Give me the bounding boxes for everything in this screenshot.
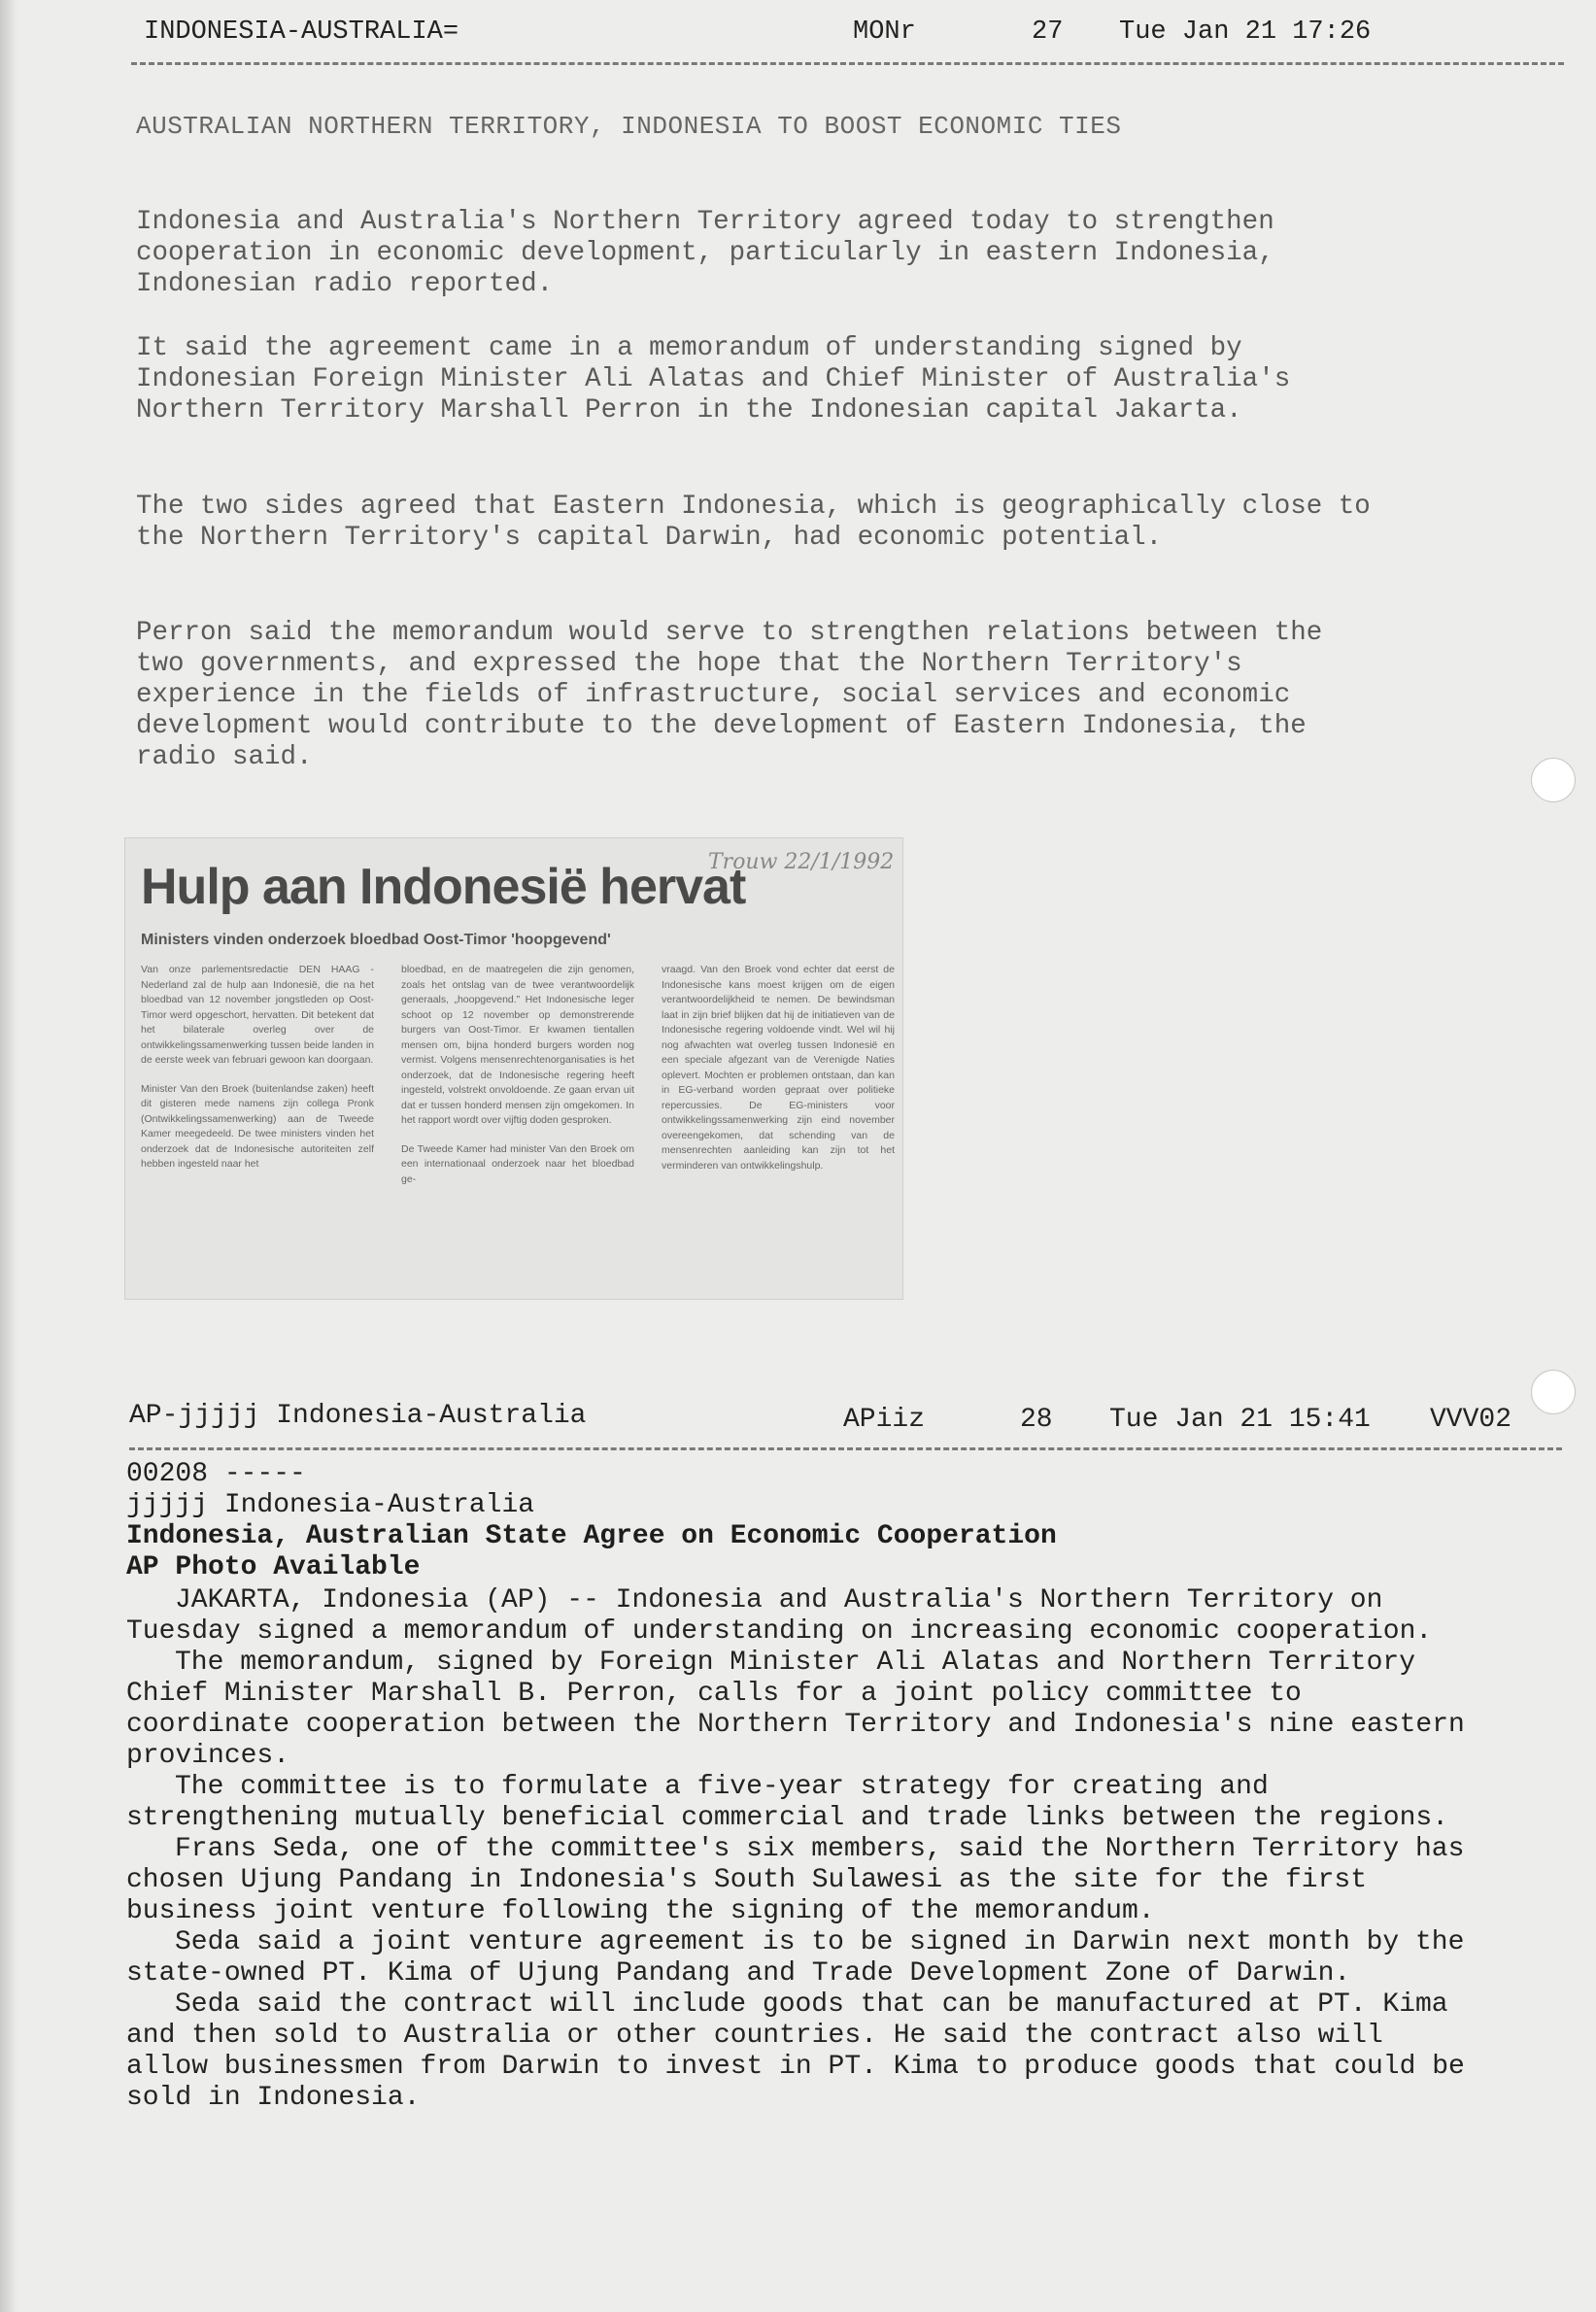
story2-headline: Indonesia, Australian State Agree on Economic Cooperation [126,1521,1057,1551]
header2-wire: APiiz [843,1405,926,1435]
page-edge-shadow [0,0,17,2312]
story1-paragraph: Perron said the memorandum would serve to strengthen relations between the two governments, and expressed the hope that the Northern Territory's experience in the fields of infrastructure, social services and economic development would contribute to the development of Eastern Indonesia, the radio said. [136,618,1323,772]
clipping-column [401,963,634,1201]
header1-slug: INDONESIA-AUSTRALIA= [144,17,459,47]
story2-body [126,1585,1467,2114]
clipping-paragraph: bloedbad, en de maatregelen die zijn genomen, zoals het ontslag van de twee verantwoordelijk generaals, „hoopgevend.” Het Indonesische leger schoot op 12 november op demonstrerende burgers van Oost-Timor. Er kwamen tientallen mensen om, bijna honderd burgers worden nog vermist. Volgens mensenrechtenorganisaties is het onderzoek, dat de Indonesische regering heeft ingesteld, volstrekt onvoldoende. Ze gaan ervan uit dat er tussen honderd mensen zijn omgekomen. In het rapport wordt over vijftig doden gesproken. [401,964,634,1126]
story2-paragraph: The memorandum, signed by Foreign Minister Ali Alatas and Northern Territory Chief Minister Marshall B. Perron, calls for a joint policy committee to coordinate cooperation between the Northern Territory and Indonesia's nine eastern provinces. [126,1648,1465,1771]
header1-wire: MONr [853,17,916,47]
header1-number: 27 [1032,17,1064,47]
punch-hole [1531,1370,1576,1414]
newspaper-clipping [124,837,903,1300]
clipping-column [141,963,374,1186]
clipping-headline: Hulp aan Indonesië hervat [141,859,746,915]
story2-paragraph: Frans Seda, one of the committee's six members, said the Northern Territory has chosen Ujung Pandang in Indonesia's South Sulawesi as the site for the first business joint venture following the signing of the memorandum. [126,1834,1465,1926]
handwritten-note: Trouw 22/1/1992 [708,850,895,874]
clipping-paragraph: vraagd. Van den Broek vond echter dat eerst de Indonesische kans moest krijgen om de eigen verantwoordelijkheid te nemen. De bewindsman laat in zijn brief blijken dat hij de initiatieven van de Indonesische regering voldoende vindt. Wel wil hij nog afwachten wat overleg tussen Indonesië en een speciale afgezant van de Verenigde Naties oplevert. Mochten er problemen ontstaan, dan kan in EG-verband worden gepraat over politieke repercussies. De EG-ministers voor ontwikkelingssamenwerking zijn eind november overeengekomen, dat schending van de mensenrechten aanleiding kan zijn tot het verminderen van ontwikkelingshulp. [662,964,895,1172]
story2-slug: jjjjj Indonesia-Australia [126,1490,535,1520]
story2-paragraph: The committee is to formulate a five-year strategy for creating and strengthening mutually beneficial commercial and trade links between the regions. [126,1772,1449,1833]
story1-title: AUSTRALIAN NORTHERN TERRITORY, INDONESIA TO BOOST ECONOMIC TIES [136,112,1122,141]
story1-paragraph: The two sides agreed that Eastern Indonesia, which is geographically close to the Northern Territory's capital Darwin, had economic potential. [136,492,1371,553]
header2-datetime: Tue Jan 21 15:41 [1109,1405,1371,1435]
story2-paragraph: JAKARTA, Indonesia (AP) -- Indonesia and Australia's Northern Territory on Tuesday signed a memorandum of understanding on increasing economic cooperation. [126,1585,1433,1647]
story2-paragraph: Seda said a joint venture agreement is to be signed in Darwin next month by the state-owned PT. Kima of Ujung Pandang and Trade Development Zone of Darwin. [126,1927,1465,1989]
header2-slug: AP-jjjjj Indonesia-Australia [129,1401,587,1431]
story1-paragraph: Indonesia and Australia's Northern Territory agreed today to strengthen cooperation in economic development, particularly in eastern Indonesia, Indonesian radio reported. [136,207,1274,299]
header1-datetime: Tue Jan 21 17:26 [1119,17,1372,47]
header2-number: 28 [1020,1405,1053,1435]
story2-paragraph: Seda said the contract will include goods that can be manufactured at PT. Kima and then sold to Australia or other countries. He said the contract also will allow businessmen from Darwin to invest in PT. Kima to produce goods that could be sold in Indonesia. [126,1989,1465,2113]
header2-code: VVV02 [1430,1405,1512,1435]
clipping-paragraph: Minister Van den Broek (buitenlandse zaken) heeft dit gisteren mede namens zijn collega Pronk (Ontwikkelingssamenwerking) aan de Tweede Kamer meegedeeld. De twee ministers vinden het onderzoek dat de Indonesische autoriteiten zelf hebben ingesteld naar het [141,1082,374,1170]
clipping-paragraph: Van onze parlementsredactie DEN HAAG - Nederland zal de hulp aan Indonesië, die na het bloedbad van 12 november jongstleden op Oost-Timor werd opgeschort, hervatten. Dit betekent dat het bilaterale overleg over de ontwikkelingssamenwerking tussen beide landen in de eerste week van februari gewoon kan doorgaan. [141,964,374,1066]
clipping-paragraph: De Tweede Kamer had minister Van den Broek om een internationaal onderzoek naar het bloedbad ge- [401,1142,634,1185]
clipping-subheadline: Ministers vinden onderzoek bloedbad Oost-Timor 'hoopgevend' [141,932,611,948]
story1-paragraph: It said the agreement came in a memorandum of understanding signed by Indonesian Foreign Minister Ali Alatas and Chief Minister of Australia's Northern Territory Marshall Perron in the Indonesian capital Jakarta. [136,333,1291,425]
story2-photo-note: AP Photo Available [126,1552,421,1582]
punch-hole [1531,758,1576,802]
header-rule [131,62,1564,65]
clipping-column [662,963,895,1187]
story2-id-line: 00208 ----- [126,1459,306,1489]
header-rule [129,1447,1562,1450]
